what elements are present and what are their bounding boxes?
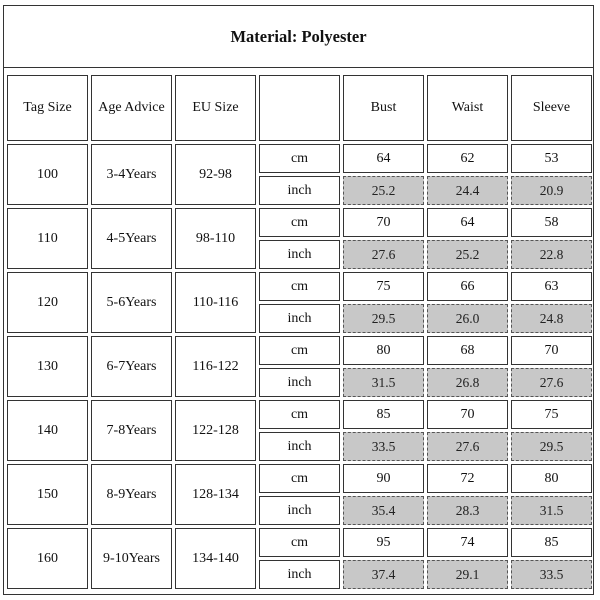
eu-size-cell: 98-110 bbox=[175, 208, 256, 269]
waist-inch-cell: 29.1 bbox=[427, 560, 508, 589]
eu-size-cell: 134-140 bbox=[175, 528, 256, 589]
header-tag-size: Tag Size bbox=[7, 75, 88, 141]
eu-size-cell: 122-128 bbox=[175, 400, 256, 461]
sleeve-inch-cell: 33.5 bbox=[511, 560, 592, 589]
bust-cm-cell: 75 bbox=[343, 272, 424, 301]
size-table bbox=[4, 72, 595, 592]
waist-cm-cell: 66 bbox=[427, 272, 508, 301]
unit-cm-cell: cm bbox=[259, 464, 340, 493]
unit-cm-cell: cm bbox=[259, 400, 340, 429]
sleeve-inch-cell: 29.5 bbox=[511, 432, 592, 461]
sleeve-inch-cell: 22.8 bbox=[511, 240, 592, 269]
waist-cm-cell: 68 bbox=[427, 336, 508, 365]
eu-size-cell: 110-116 bbox=[175, 272, 256, 333]
waist-inch-cell: 24.4 bbox=[427, 176, 508, 205]
eu-size-cell: 116-122 bbox=[175, 336, 256, 397]
unit-inch-cell: inch bbox=[259, 176, 340, 205]
bust-inch-cell: 27.6 bbox=[343, 240, 424, 269]
table-header bbox=[7, 75, 592, 141]
bust-inch-cell: 33.5 bbox=[343, 432, 424, 461]
unit-cm-cell: cm bbox=[259, 144, 340, 173]
header-row bbox=[7, 75, 592, 141]
header-sleeve: Sleeve bbox=[511, 75, 592, 141]
table-body bbox=[7, 144, 592, 589]
unit-cm-cell: cm bbox=[259, 336, 340, 365]
sleeve-inch-cell: 31.5 bbox=[511, 496, 592, 525]
material-title: Material: Polyester bbox=[4, 6, 593, 68]
sleeve-cm-cell: 80 bbox=[511, 464, 592, 493]
table-row bbox=[7, 144, 592, 173]
tag-size-cell: 140 bbox=[7, 400, 88, 461]
header-unit bbox=[259, 75, 340, 141]
sleeve-cm-cell: 53 bbox=[511, 144, 592, 173]
sleeve-cm-cell: 85 bbox=[511, 528, 592, 557]
unit-cm-cell: cm bbox=[259, 272, 340, 301]
unit-inch-cell: inch bbox=[259, 496, 340, 525]
age-advice-cell: 8-9Years bbox=[91, 464, 172, 525]
bust-cm-cell: 70 bbox=[343, 208, 424, 237]
age-advice-cell: 9-10Years bbox=[91, 528, 172, 589]
waist-inch-cell: 27.6 bbox=[427, 432, 508, 461]
sleeve-inch-cell: 20.9 bbox=[511, 176, 592, 205]
header-bust: Bust bbox=[343, 75, 424, 141]
tag-size-cell: 120 bbox=[7, 272, 88, 333]
age-advice-cell: 5-6Years bbox=[91, 272, 172, 333]
tag-size-cell: 100 bbox=[7, 144, 88, 205]
sleeve-cm-cell: 70 bbox=[511, 336, 592, 365]
table-row bbox=[7, 400, 592, 429]
sleeve-inch-cell: 27.6 bbox=[511, 368, 592, 397]
header-waist: Waist bbox=[427, 75, 508, 141]
waist-cm-cell: 74 bbox=[427, 528, 508, 557]
waist-inch-cell: 28.3 bbox=[427, 496, 508, 525]
unit-inch-cell: inch bbox=[259, 432, 340, 461]
eu-size-cell: 92-98 bbox=[175, 144, 256, 205]
bust-inch-cell: 25.2 bbox=[343, 176, 424, 205]
sleeve-cm-cell: 63 bbox=[511, 272, 592, 301]
age-advice-cell: 6-7Years bbox=[91, 336, 172, 397]
tag-size-cell: 110 bbox=[7, 208, 88, 269]
bust-inch-cell: 37.4 bbox=[343, 560, 424, 589]
unit-inch-cell: inch bbox=[259, 240, 340, 269]
bust-cm-cell: 80 bbox=[343, 336, 424, 365]
bust-inch-cell: 31.5 bbox=[343, 368, 424, 397]
unit-cm-cell: cm bbox=[259, 528, 340, 557]
bust-cm-cell: 95 bbox=[343, 528, 424, 557]
tag-size-cell: 160 bbox=[7, 528, 88, 589]
unit-inch-cell: inch bbox=[259, 304, 340, 333]
age-advice-cell: 4-5Years bbox=[91, 208, 172, 269]
bust-cm-cell: 90 bbox=[343, 464, 424, 493]
waist-cm-cell: 72 bbox=[427, 464, 508, 493]
tag-size-cell: 150 bbox=[7, 464, 88, 525]
bust-cm-cell: 85 bbox=[343, 400, 424, 429]
header-age-advice: Age Advice bbox=[91, 75, 172, 141]
sleeve-cm-cell: 58 bbox=[511, 208, 592, 237]
table-row bbox=[7, 336, 592, 365]
header-eu-size: EU Size bbox=[175, 75, 256, 141]
table-row bbox=[7, 272, 592, 301]
tag-size-cell: 130 bbox=[7, 336, 88, 397]
unit-inch-cell: inch bbox=[259, 560, 340, 589]
bust-inch-cell: 29.5 bbox=[343, 304, 424, 333]
age-advice-cell: 3-4Years bbox=[91, 144, 172, 205]
eu-size-cell: 128-134 bbox=[175, 464, 256, 525]
waist-inch-cell: 26.8 bbox=[427, 368, 508, 397]
sleeve-inch-cell: 24.8 bbox=[511, 304, 592, 333]
waist-inch-cell: 25.2 bbox=[427, 240, 508, 269]
waist-inch-cell: 26.0 bbox=[427, 304, 508, 333]
table-row bbox=[7, 528, 592, 557]
bust-cm-cell: 64 bbox=[343, 144, 424, 173]
table-row bbox=[7, 464, 592, 493]
table-row bbox=[7, 208, 592, 237]
sleeve-cm-cell: 75 bbox=[511, 400, 592, 429]
size-chart-sheet bbox=[3, 5, 594, 595]
unit-cm-cell: cm bbox=[259, 208, 340, 237]
bust-inch-cell: 35.4 bbox=[343, 496, 424, 525]
age-advice-cell: 7-8Years bbox=[91, 400, 172, 461]
waist-cm-cell: 62 bbox=[427, 144, 508, 173]
unit-inch-cell: inch bbox=[259, 368, 340, 397]
waist-cm-cell: 70 bbox=[427, 400, 508, 429]
waist-cm-cell: 64 bbox=[427, 208, 508, 237]
